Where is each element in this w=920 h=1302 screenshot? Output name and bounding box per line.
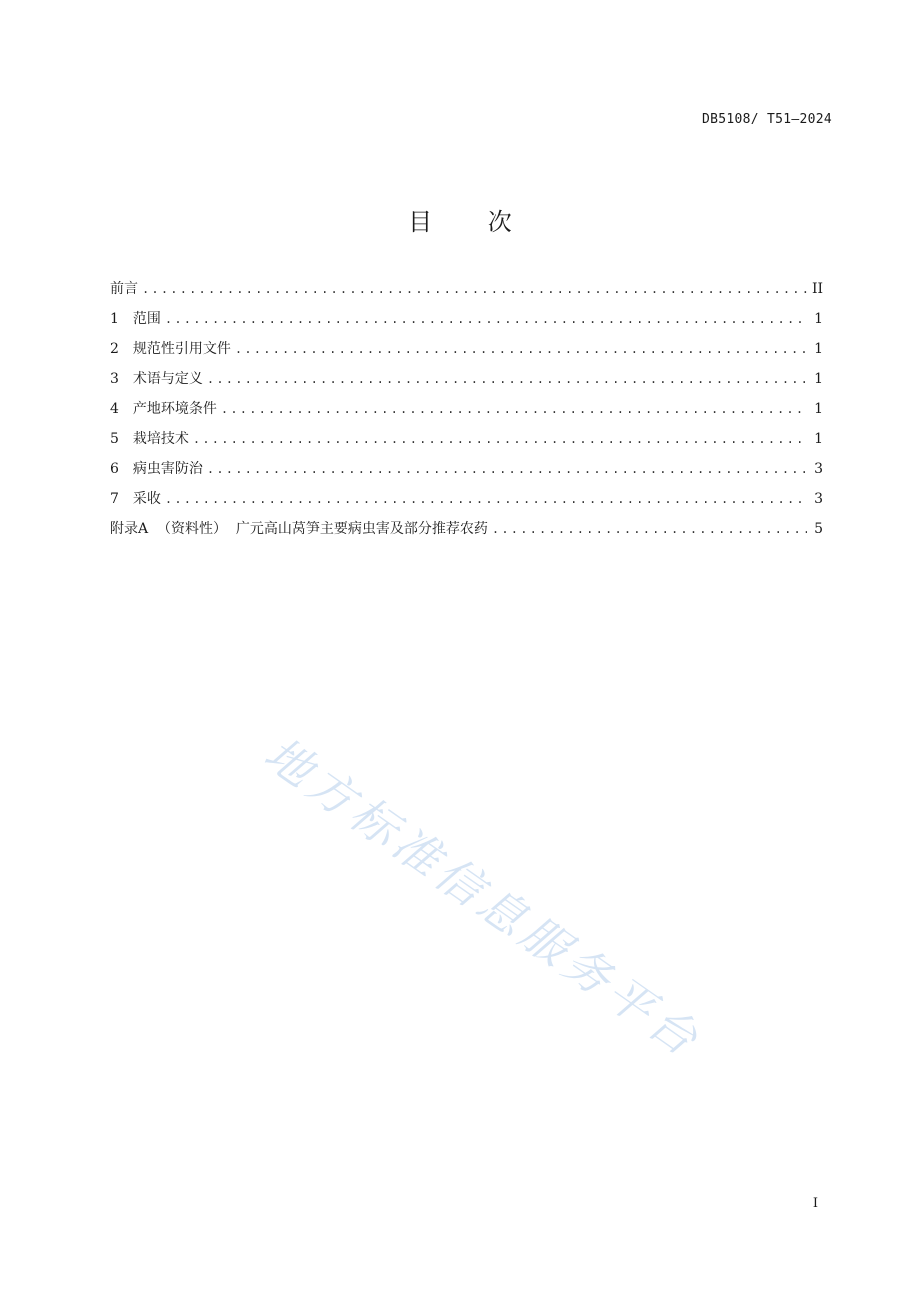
toc-entry-label: 病虫害防治 [132, 461, 203, 477]
toc-entry-number: 5 [110, 431, 119, 447]
toc-entry-label: 前言 [110, 281, 138, 297]
toc-entry-scope[interactable] [110, 308, 823, 338]
toc-entry-number: 2 [110, 341, 119, 357]
toc-entry-appendix-a[interactable] [110, 518, 823, 548]
toc-entry-environment[interactable] [110, 398, 823, 428]
toc-entry-label: 产地环境条件 [132, 401, 217, 417]
toc-entry-label: 范围 [132, 311, 161, 327]
toc-entry-page: 1 [814, 431, 823, 447]
toc-leader-dots [207, 458, 807, 480]
toc-entry-foreword[interactable] [110, 278, 823, 308]
toc-leader-dots [235, 338, 807, 360]
toc-entry-page: 1 [814, 341, 823, 357]
toc-entry-number: 6 [110, 461, 119, 477]
table-of-contents [110, 278, 823, 548]
toc-leader-dots [142, 278, 807, 300]
toc-entry-page: 1 [814, 371, 823, 387]
toc-leader-dots [165, 308, 807, 330]
document-code: DB5108/ T51—2024 [701, 112, 832, 127]
toc-leader-dots [492, 518, 807, 540]
toc-entry-label: 附录A （资料性） 广元高山莴笋主要病虫害及部分推荐农药 [110, 521, 488, 537]
page-title: 目 次 [408, 208, 536, 236]
toc-entry-cultivation[interactable] [110, 428, 823, 458]
toc-leader-dots [221, 398, 807, 420]
toc-entry-number: 1 [110, 311, 119, 327]
toc-entry-number: 3 [110, 371, 119, 387]
toc-entry-normative-references[interactable] [110, 338, 823, 368]
toc-entry-terms-definitions[interactable] [110, 368, 823, 398]
toc-leader-dots [165, 488, 807, 510]
watermark: 地方标准信息服务平台 [254, 726, 712, 1069]
toc-entry-number: 7 [110, 491, 119, 507]
toc-entry-page: 3 [814, 491, 823, 507]
toc-entry-label: 采收 [132, 491, 161, 507]
toc-leader-dots [193, 428, 807, 450]
toc-entry-page: 5 [814, 521, 823, 537]
toc-entry-harvest[interactable] [110, 488, 823, 518]
toc-entry-page: 1 [814, 311, 823, 327]
toc-entry-number: 4 [110, 401, 119, 417]
toc-entry-label: 规范性引用文件 [132, 341, 231, 357]
toc-entry-page: 3 [814, 461, 823, 477]
toc-leader-dots [207, 368, 807, 390]
toc-entry-pest-control[interactable] [110, 458, 823, 488]
toc-entry-page: 1 [814, 401, 823, 417]
toc-entry-label: 术语与定义 [132, 371, 203, 387]
toc-entry-page: II [811, 281, 823, 297]
page-number: I [812, 1196, 818, 1211]
toc-entry-label: 栽培技术 [132, 431, 189, 447]
